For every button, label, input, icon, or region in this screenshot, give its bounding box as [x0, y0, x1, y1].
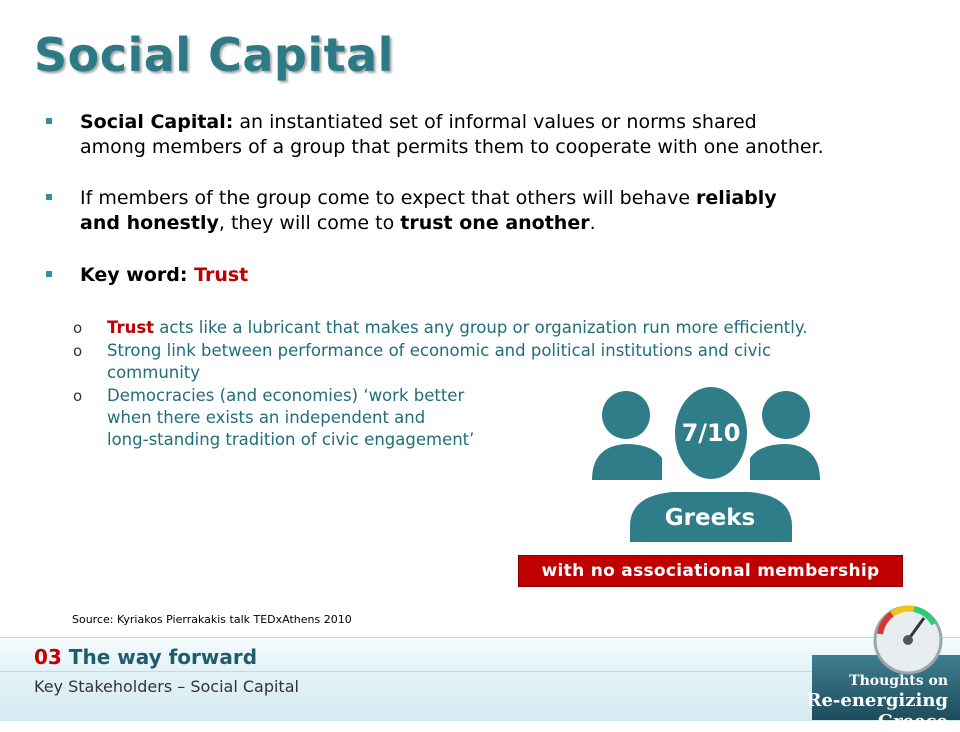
section-title — [34, 645, 257, 669]
gauge-logo-icon — [868, 600, 946, 672]
sub-bullet-text — [107, 385, 553, 451]
emphasis-text: trust one another — [400, 212, 590, 234]
source-note: Source: Kyriakos Pierrakakis talk TEDxAthens 2010 — [72, 613, 352, 626]
square-bullet-icon — [46, 194, 52, 200]
stat-value: 7/10 — [681, 419, 741, 447]
section-subtitle: Key Stakeholders – Social Capital — [34, 677, 299, 696]
bullet-definition — [46, 110, 906, 160]
emphasis-text: reliably — [696, 187, 777, 209]
text-part: , they will come to — [218, 212, 401, 234]
term-label: Social Capital: — [80, 111, 234, 133]
text-part: If members of the group come to expect that others will behave — [80, 187, 697, 209]
highlight-word: Trust — [107, 318, 155, 337]
bullet-text — [80, 263, 906, 288]
slide-title: Social Capital — [34, 28, 394, 82]
stat-label: Greeks — [664, 505, 756, 531]
square-bullet-icon — [46, 271, 52, 277]
section-number: 03 — [34, 645, 62, 669]
text-line: when there exists an independent and — [107, 408, 426, 427]
square-bullet-icon — [46, 118, 52, 124]
bullet-text — [80, 186, 906, 236]
sub-bullet-link — [73, 340, 933, 384]
circle-bullet-icon: o — [73, 319, 83, 337]
sub-bullet-text — [107, 340, 933, 384]
text-line: Democracies (and economies) ‘work better — [107, 386, 465, 405]
definition-text-2: among members of a group that permits them to cooperate with one another. — [80, 136, 824, 158]
logo-text-main: Re-energizing Greece — [806, 690, 948, 732]
sub-bullet-text — [107, 317, 933, 339]
circle-bullet-icon: o — [73, 342, 83, 360]
text-line: long-standing tradition of civic engagement’ — [107, 430, 475, 449]
key-word-value: Trust — [194, 264, 249, 286]
logo-text-top: Thoughts on — [849, 673, 948, 689]
sub-bullet-democracies — [73, 385, 553, 451]
caption-badge: with no associational membership — [518, 555, 903, 587]
bullet-text — [80, 110, 906, 160]
circle-bullet-icon: o — [73, 387, 83, 405]
text-part: . — [589, 212, 596, 234]
text-part: acts like a lubricant that makes any group or organization run more efficiently. — [154, 318, 808, 337]
text-line: Strong link between performance of economic and political institutions and civic — [107, 341, 772, 360]
bullet-key-word — [46, 263, 906, 288]
key-word-label: Key word: — [80, 264, 195, 286]
bullet-trust-behavior — [46, 186, 906, 236]
footer-divider — [0, 671, 840, 672]
emphasis-text: and honestly — [80, 212, 219, 234]
section-name: The way forward — [61, 645, 258, 669]
people-infographic — [590, 380, 850, 550]
text-line: community — [107, 363, 201, 382]
definition-text-1: an instantiated set of informal values or norms shared — [233, 111, 757, 133]
sub-bullet-lubricant — [73, 317, 933, 339]
